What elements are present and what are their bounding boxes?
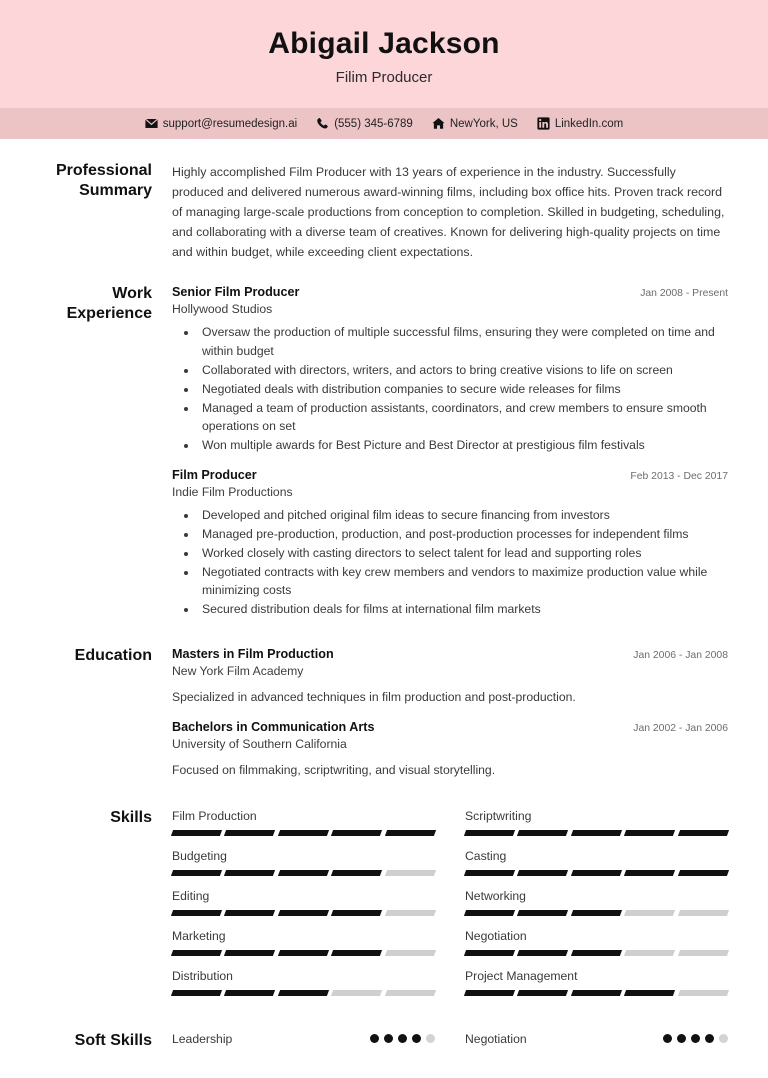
skill-level-bar — [465, 870, 728, 876]
skill-segment — [331, 830, 383, 836]
skill-segment — [385, 910, 437, 916]
education-entry-head — [172, 647, 728, 661]
skill-segment — [331, 990, 383, 996]
section-label-education: Education — [74, 647, 152, 665]
rating-dot — [663, 1034, 672, 1043]
skill-segment — [517, 910, 569, 916]
section-skills — [40, 786, 728, 1009]
skill-segment — [224, 870, 276, 876]
skill-name: Networking — [465, 888, 526, 903]
skill-segment — [464, 990, 516, 996]
skill-segment — [571, 870, 623, 876]
skill-segment — [224, 830, 276, 836]
contact-item-linkedin[interactable] — [537, 117, 623, 130]
section-label-skills: Skills — [110, 808, 152, 826]
resume-body — [0, 139, 768, 1051]
phone-icon — [316, 117, 329, 130]
skill-segment — [464, 950, 516, 956]
education-degree: Masters in Film Production — [172, 647, 334, 662]
skill-item — [465, 889, 728, 929]
soft-skill-item — [172, 1032, 435, 1046]
contact-item-phone[interactable] — [316, 117, 413, 130]
skill-segment — [571, 830, 623, 836]
work-date: Feb 2013 - Dec 2017 — [630, 470, 728, 482]
skill-level-bar — [172, 950, 435, 956]
skill-name: Marketing — [172, 928, 226, 943]
skill-segment — [464, 910, 516, 916]
rating-dot — [426, 1034, 435, 1043]
skill-segment — [678, 950, 730, 956]
section-professional-summary — [40, 139, 728, 262]
soft-skill-rating — [663, 1034, 728, 1043]
work-entry — [172, 285, 728, 453]
skill-segment — [278, 910, 330, 916]
section-label-work: Work Experience — [66, 285, 152, 323]
contact-linkedin-text: LinkedIn.com — [554, 117, 624, 130]
contact-phone-text: (555) 345-6789 — [334, 117, 413, 130]
skill-segment — [171, 950, 223, 956]
skill-level-bar — [172, 910, 435, 916]
soft-skills-grid — [172, 1032, 728, 1046]
skill-segment — [278, 950, 330, 956]
rating-dot — [384, 1034, 393, 1043]
skills-content — [172, 808, 728, 1009]
work-bullets — [188, 506, 728, 618]
summary-text: Highly accomplished Film Producer with 13 years of experience in the industry. Successfully produced and delivered numerous award-winning films, including box office hits. Proven track record of managing large-scale productions from conception to completion. Skilled in budgeting, scheduling, and collaborating with a diverse team of creatives. Known for delivering high-quality projects on time and within budget, while exceeding client expectations. — [172, 165, 725, 260]
education-description: Focused on filmmaking, scriptwriting, and visual storytelling. — [172, 763, 496, 778]
skill-segment — [571, 950, 623, 956]
work-content — [172, 284, 728, 624]
soft-skill-name: Leadership — [172, 1031, 233, 1046]
skill-level-bar — [465, 950, 728, 956]
section-label-soft-skills: Soft Skills — [74, 1031, 152, 1049]
soft-skill-item — [465, 1032, 728, 1046]
work-role: Film Producer — [172, 467, 257, 482]
skill-name: Scriptwriting — [465, 808, 532, 823]
soft-skills-content — [172, 1031, 728, 1046]
skill-segment — [678, 870, 730, 876]
skill-level-bar — [465, 830, 728, 836]
work-bullet: • Managed a team of production assistants, coordinators, and crew members to ensure smooth operations on set — [198, 399, 728, 435]
skill-name: Negotiation — [465, 928, 527, 943]
rating-dot — [677, 1034, 686, 1043]
skill-segment — [331, 910, 383, 916]
skill-level-bar — [172, 830, 435, 836]
work-entry-head — [172, 468, 728, 482]
skill-segment — [678, 990, 730, 996]
work-bullet: • Collaborated with directors, writers, and actors to bring creative visions to life on screen — [198, 361, 728, 379]
skill-name: Casting — [465, 848, 507, 863]
education-entry-head — [172, 720, 728, 734]
skill-name: Distribution — [172, 968, 233, 983]
section-soft-skills — [40, 1009, 728, 1051]
education-description: Specialized in advanced techniques in film production and post-production. — [172, 690, 576, 705]
home-icon — [432, 117, 445, 130]
skill-level-bar — [465, 910, 728, 916]
skill-item — [465, 969, 728, 1009]
skill-segment — [571, 990, 623, 996]
skill-name: Budgeting — [172, 848, 227, 863]
contact-bar — [0, 108, 768, 139]
skill-name: Project Management — [465, 968, 578, 983]
skill-item — [172, 809, 435, 849]
skill-segment — [464, 830, 516, 836]
skill-item — [465, 929, 728, 969]
skill-segment — [624, 830, 676, 836]
skill-segment — [171, 910, 223, 916]
skill-segment — [278, 830, 330, 836]
work-bullet: • Won multiple awards for Best Picture and Best Director at prestigious film festivals — [198, 436, 728, 454]
education-date: Jan 2006 - Jan 2008 — [633, 650, 728, 662]
skill-segment — [278, 870, 330, 876]
skill-segment — [224, 990, 276, 996]
skill-name: Film Production — [172, 808, 257, 823]
work-bullet: • Secured distribution deals for films at international film markets — [198, 600, 728, 618]
skill-segment — [331, 950, 383, 956]
skill-level-bar — [465, 990, 728, 996]
rating-dot — [705, 1034, 714, 1043]
skill-item — [172, 969, 435, 1009]
linkedin-icon — [537, 117, 550, 130]
skill-segment — [171, 990, 223, 996]
rating-dot — [398, 1034, 407, 1043]
skill-segment — [224, 950, 276, 956]
candidate-name: Abigail Jackson — [268, 27, 500, 60]
skill-segment — [171, 870, 223, 876]
skill-segment — [278, 990, 330, 996]
education-entry — [172, 720, 728, 779]
rating-dot — [719, 1034, 728, 1043]
skill-item — [172, 849, 435, 889]
work-bullet: • Oversaw the production of multiple successful films, ensuring they were completed on time and within budget — [198, 323, 728, 359]
skill-level-bar — [172, 990, 435, 996]
work-organization: Hollywood Studios — [172, 302, 273, 317]
education-school: New York Film Academy — [172, 664, 304, 679]
contact-item-email[interactable] — [145, 117, 297, 130]
education-degree: Bachelors in Communication Arts — [172, 720, 375, 735]
skill-segment — [171, 830, 223, 836]
skill-item — [172, 889, 435, 929]
skill-segment — [385, 990, 437, 996]
rating-dot — [691, 1034, 700, 1043]
skill-segment — [385, 950, 437, 956]
skill-segment — [464, 870, 516, 876]
section-label-summary: Professional Summary — [55, 162, 152, 199]
work-bullet: • Negotiated deals with distribution companies to secure wide releases for films — [198, 380, 728, 398]
section-work-experience — [40, 262, 728, 624]
work-organization: Indie Film Productions — [172, 484, 293, 499]
contact-location-text: NewYork, US — [449, 117, 518, 130]
work-date: Jan 2008 - Present — [640, 288, 728, 300]
skill-segment — [678, 830, 730, 836]
work-bullet: • Worked closely with casting directors to select talent for lead and supporting roles — [198, 544, 728, 562]
skill-segment — [624, 870, 676, 876]
skill-segment — [517, 870, 569, 876]
skill-segment — [624, 990, 676, 996]
skill-segment — [224, 910, 276, 916]
contact-email-text: support@resumedesign.ai — [162, 117, 298, 130]
skill-segment — [517, 950, 569, 956]
envelope-icon — [145, 117, 158, 130]
education-entry — [172, 647, 728, 706]
skill-item — [465, 809, 728, 849]
skill-segment — [678, 910, 730, 916]
skill-segment — [624, 910, 676, 916]
work-bullet: • Managed pre-production, production, and post-production processes for independent films — [198, 525, 728, 543]
skill-segment — [624, 950, 676, 956]
education-date: Jan 2002 - Jan 2006 — [633, 723, 728, 735]
education-content — [172, 646, 728, 786]
contact-item-location[interactable] — [432, 117, 518, 130]
skill-level-bar — [172, 870, 435, 876]
education-school: University of Southern California — [172, 737, 347, 752]
work-bullet: • Developed and pitched original film ideas to secure financing from investors — [198, 506, 728, 524]
rating-dot — [370, 1034, 379, 1043]
work-entry — [172, 468, 728, 618]
work-bullet: • Negotiated contracts with key crew members and vendors to maximize production value while minimizing costs — [198, 563, 728, 599]
soft-skill-rating — [370, 1034, 435, 1043]
skill-segment — [385, 870, 437, 876]
skill-segment — [385, 830, 437, 836]
skill-segment — [517, 830, 569, 836]
skill-segment — [331, 870, 383, 876]
soft-skill-name: Negotiation — [465, 1031, 527, 1046]
skill-name: Editing — [172, 888, 210, 903]
skill-item — [465, 849, 728, 889]
candidate-job-title: Filim Producer — [335, 69, 433, 86]
summary-content — [172, 161, 728, 262]
work-entry-head — [172, 285, 728, 299]
skills-grid — [172, 809, 728, 1009]
work-role: Senior Film Producer — [172, 285, 300, 300]
resume-header — [0, 0, 768, 108]
skill-segment — [517, 990, 569, 996]
rating-dot — [412, 1034, 421, 1043]
skill-item — [172, 929, 435, 969]
skill-segment — [571, 910, 623, 916]
section-education — [40, 624, 728, 786]
work-bullets — [188, 323, 728, 453]
